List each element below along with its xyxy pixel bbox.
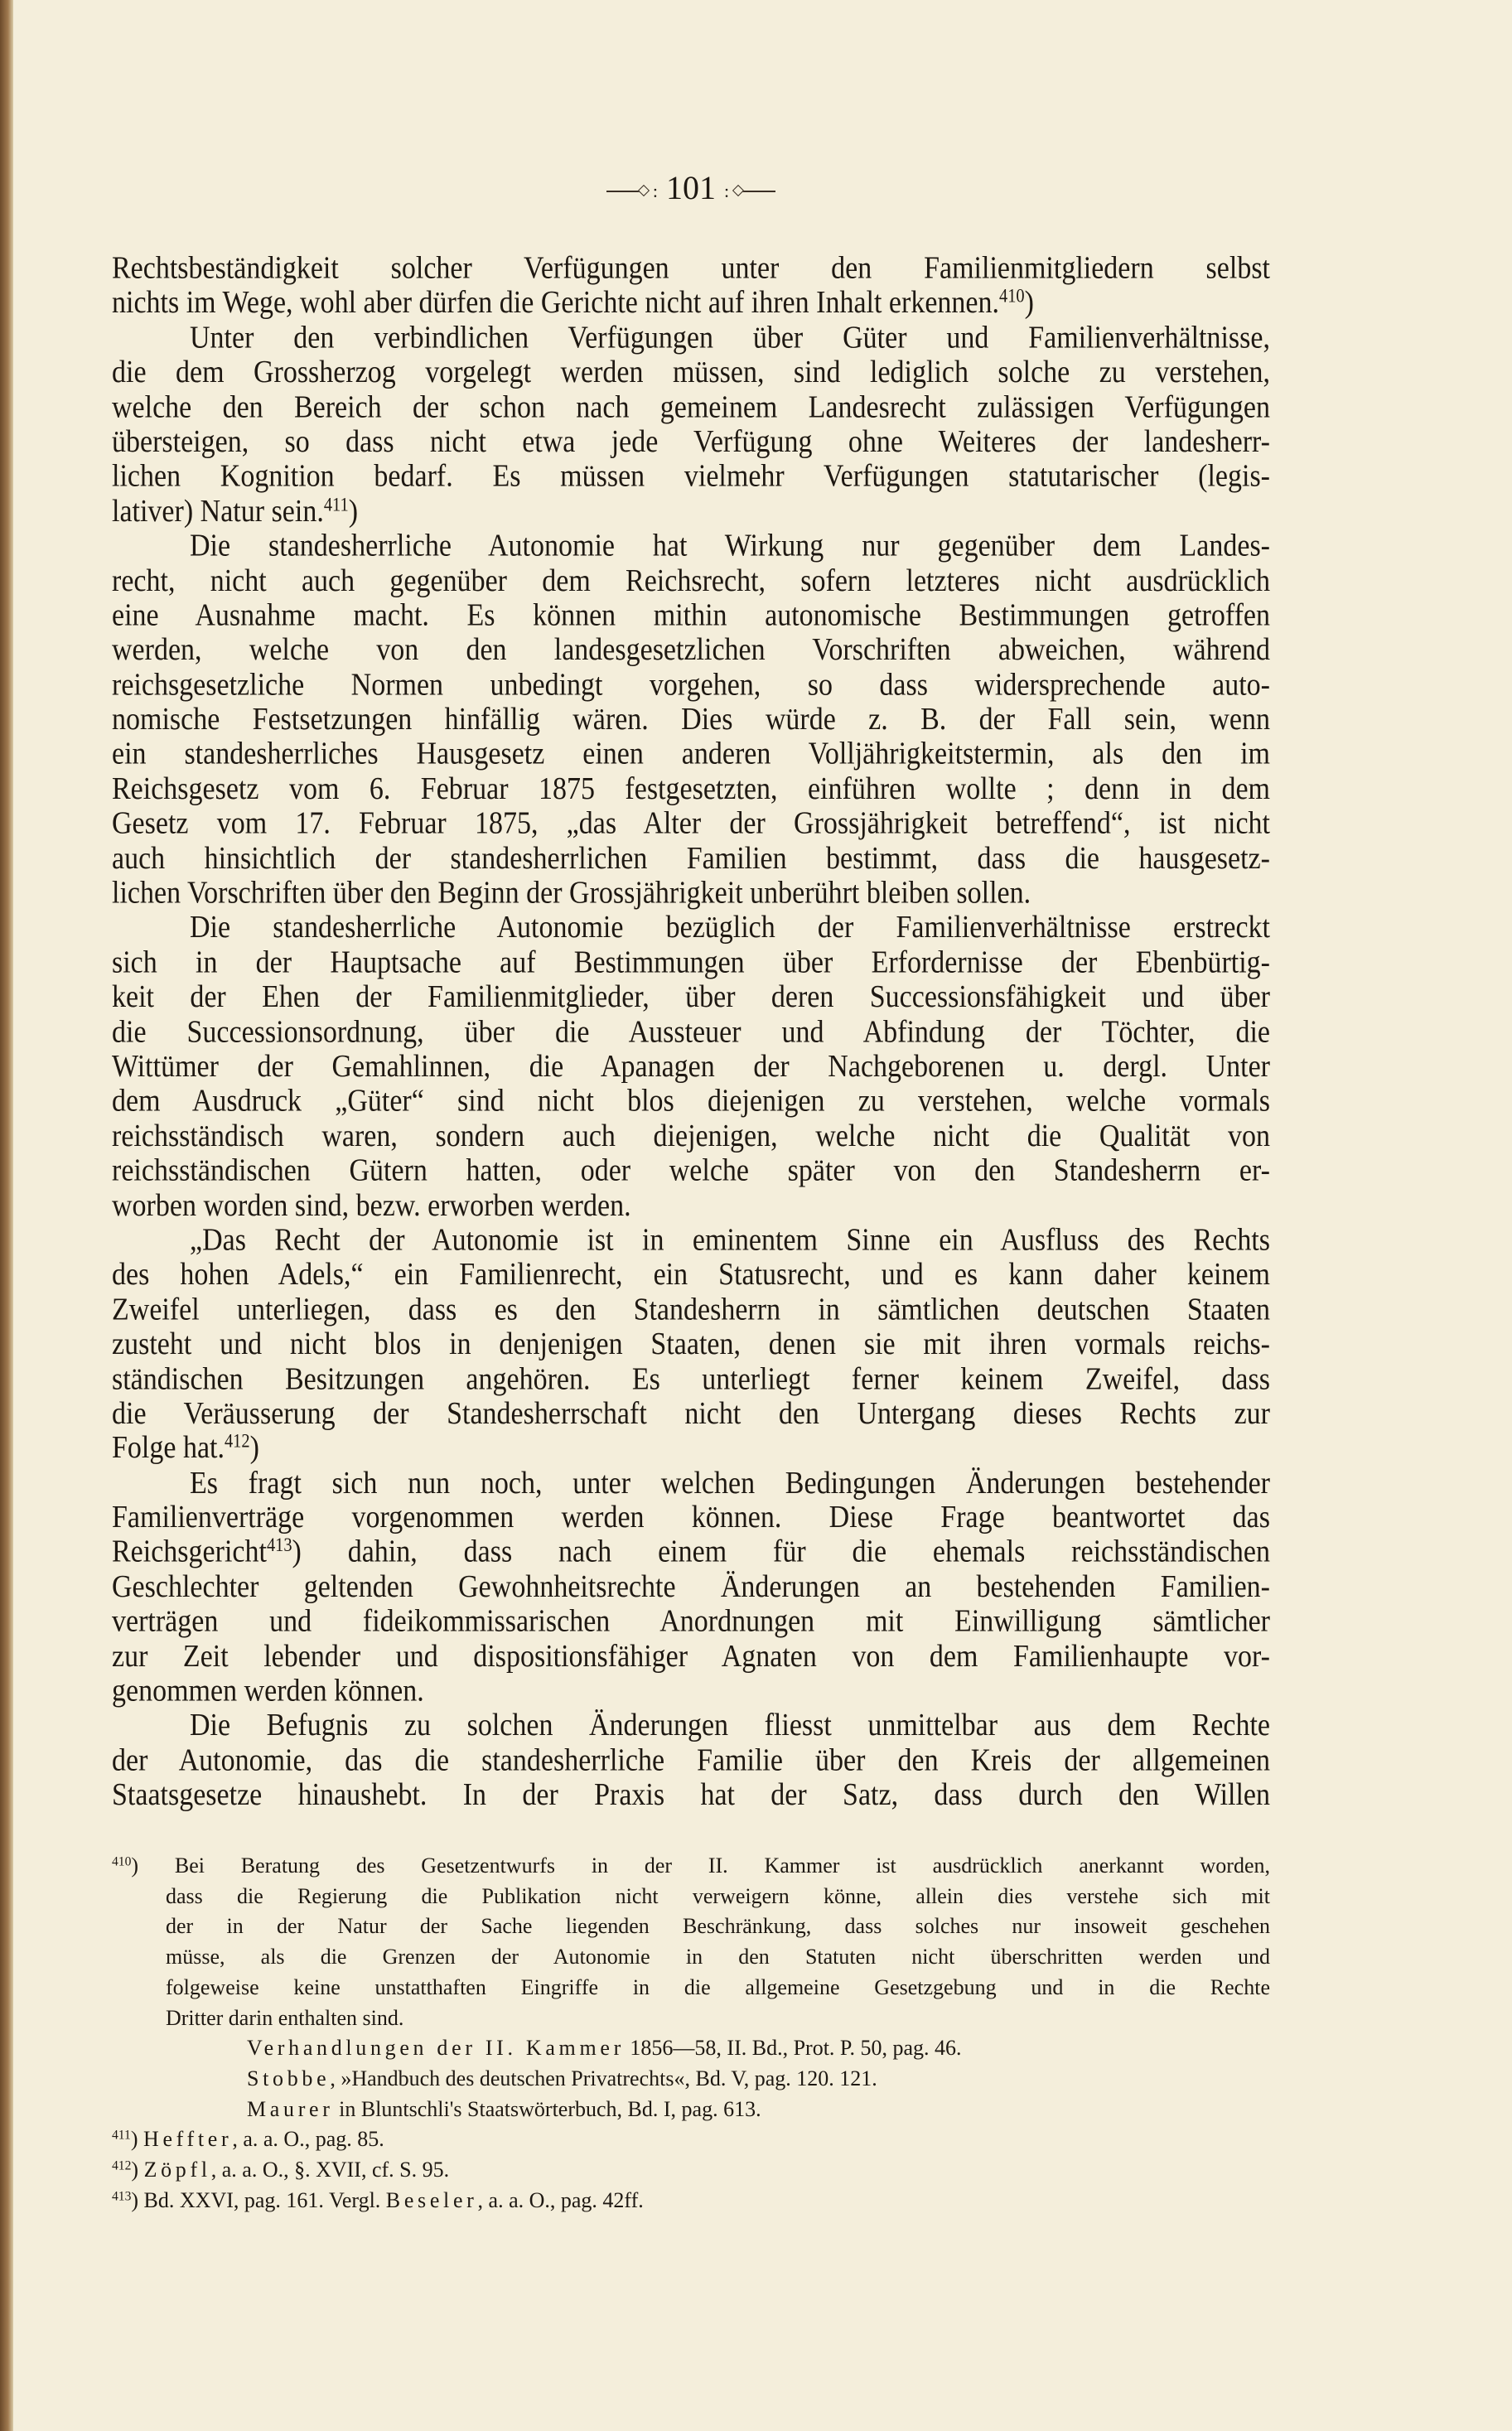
text-line: [112, 249, 1270, 284]
footnote-reference: 412: [224, 1431, 250, 1452]
text-line: [112, 1742, 1270, 1776]
text-segment: „Das Recht der Autonomie ist in eminentem Sinne ein Ausfluss des Rechts: [190, 1222, 1270, 1258]
text-segment: nomische Festsetzungen hinfällig wären. Dies würde z. B. der Fall sein, wenn: [112, 702, 1270, 737]
text-line: [112, 978, 1270, 1013]
text-line: [112, 527, 1270, 562]
text-line: [112, 1672, 1270, 1707]
footnote-citation: [112, 2064, 1270, 2095]
footnotes: [112, 1851, 1270, 2216]
text-segment: nichts im Wege, wohl aber dürfen die Gerichte nicht auf ihren Inhalt erkennen.: [112, 286, 1000, 321]
text-line: [112, 284, 1270, 319]
footnote-reference: 411: [112, 2128, 131, 2143]
text-segment: Es fragt sich nun noch, unter welchen Bedingungen Änderungen bestehender: [190, 1465, 1270, 1501]
footnote-reference: 411: [323, 495, 349, 515]
text-segment: ): [1024, 286, 1034, 321]
footnote-line: [112, 2155, 1270, 2186]
text-line: [112, 1464, 1270, 1499]
author-name: Verhandlungen der II. Kammer: [247, 2036, 625, 2061]
text-segment: , »Handbuch des deutschen Privatrechts«, Bd. V, pag. 120. 121.: [330, 2066, 877, 2090]
text-segment: des hohen Adels,“ ein Familienrecht, ein Statusrecht, und es kann daher keinem: [112, 1257, 1270, 1293]
text-segment: Zweifel unterliegen, dass es den Standesherrn in sämtlichen deutschen Staaten: [112, 1292, 1270, 1327]
text-line: [112, 805, 1270, 839]
footnote-reference: 413: [112, 2189, 132, 2204]
text-line: [112, 839, 1270, 874]
text-segment: dass die Regierung die Publikation nicht verweigern könne, allein dies verstehe sich mit: [166, 1883, 1270, 1908]
text-segment: reichsständisch waren, sondern auch diejenigen, welche nicht die Qualität von: [112, 1119, 1270, 1153]
text-line: [112, 1602, 1270, 1637]
text-line: [112, 944, 1270, 979]
footnote-line: [112, 2186, 1270, 2216]
text-line: [112, 562, 1270, 597]
text-line: [112, 319, 1270, 354]
text-segment: Geschlechter geltenden Gewohnheitsrechte Änderungen an bestehenden Familien-: [112, 1569, 1270, 1605]
text-segment: ): [348, 494, 359, 529]
text-segment: ständischen Besitzungen angehören. Es unterliegt ferner keinem Zweifel, dass: [112, 1361, 1270, 1396]
ornament-colon-icon: :: [652, 180, 658, 201]
text-line: [112, 1082, 1270, 1117]
text-segment: Die standesherrliche Autonomie bezüglich der Familienverhältnisse erstreckt: [190, 910, 1270, 945]
text-segment: ): [131, 2158, 144, 2182]
text-segment: in Bluntschli's Staatswörterbuch, Bd. I, pag. 613.: [333, 2096, 761, 2121]
book-binding-edge: [0, 0, 13, 2431]
text-line: [112, 1047, 1270, 1082]
text-segment: Reichsgesetz vom 6. Februar 1875 festgesetzten, einführen wollte ; denn in dem: [112, 771, 1270, 806]
text-segment: dem Ausdruck „Güter“ sind nicht blos diejenigen zu verstehen, welche vormals: [112, 1084, 1270, 1119]
text-line: [112, 770, 1270, 805]
footnote-reference: 413: [266, 1535, 292, 1557]
text-line: [112, 1707, 1270, 1742]
text-line: [112, 354, 1270, 389]
footnote-citation: [112, 2095, 1270, 2125]
text-segment: keit der Ehen der Familienmitglieder, über deren Successionsfähigkeit und über: [112, 979, 1270, 1015]
page-number: 101: [666, 169, 716, 206]
text-segment: der Autonomie, das die standesherrliche Familie über den Kreis der allgemeinen: [112, 1742, 1270, 1778]
text-segment: Wittümer der Gemahlinnen, die Apanagen der Nachgeborenen u. dergl. Unter: [112, 1049, 1270, 1084]
text-segment: übersteigen, so dass nicht etwa jede Verfügung ohne Weiteres der landesherr-: [112, 424, 1270, 460]
text-line: [112, 597, 1270, 631]
text-segment: welche den Bereich der schon nach gemeinem Landesrecht zulässigen Verfügungen: [112, 389, 1270, 425]
ornament-right-icon: [734, 191, 775, 192]
text-line: [112, 666, 1270, 701]
text-segment: , a. a. O., §. XVII, cf. S. 95.: [210, 2158, 450, 2182]
footnote-line: [112, 1942, 1270, 1973]
text-segment: worben worden sind, bezw. erworben werden.: [112, 1187, 631, 1223]
text-segment: die dem Grossherzog vorgelegt werden müssen, sind lediglich solche zu verstehen,: [112, 355, 1270, 390]
text-line: [112, 1187, 1270, 1221]
text-segment: lichen Vorschriften über den Beginn der Grossjährigkeit unberührt bleiben sollen.: [112, 876, 1031, 911]
footnote-reference: 412: [112, 2158, 132, 2173]
author-name: Maurer: [247, 2096, 334, 2121]
ornament-left-icon: [606, 191, 648, 192]
text-segment: die Veräusserung der Standesherrschaft nicht den Untergang dieses Rechts zur: [112, 1396, 1270, 1431]
text-segment: ) Bd. XXVI, pag. 161. Vergl.: [131, 2187, 386, 2212]
text-segment: verträgen und fideikommissarischen Anordnungen mit Einwilligung sämtlicher: [112, 1604, 1270, 1639]
text-line: [112, 1117, 1270, 1152]
text-segment: Familienverträge vorgenommen werden können. Diese Frage beantwortet das: [112, 1500, 1270, 1535]
text-segment: ) dahin, dass nach einem für die ehemals reichsständischen: [292, 1534, 1270, 1570]
text-segment: Unter den verbindlichen Verfügungen über Güter und Familienverhältnisse,: [190, 320, 1270, 355]
text-line: [112, 1255, 1270, 1293]
text-segment: ): [249, 1431, 259, 1466]
text-segment: genommen werden können.: [112, 1674, 424, 1708]
text-line: [112, 1290, 1270, 1325]
text-segment: recht, nicht auch gegenüber dem Reichsrecht, sofern letzteres nicht ausdrücklich: [112, 563, 1270, 598]
text-line: [112, 909, 1270, 944]
text-segment: sich in der Hauptsache auf Bestimmungen über Erfordernisse der Ebenbürtig-: [112, 945, 1270, 980]
text-line: [112, 1325, 1270, 1360]
author-name: Stobbe: [247, 2066, 331, 2090]
text-segment: ) Bei Beratung des Gesetzentwurfs in der II. Kammer ist ausdrücklich anerkannt worden,: [131, 1853, 1270, 1878]
text-segment: Folge hat.: [112, 1431, 225, 1466]
text-line: [112, 631, 1270, 666]
text-line: [112, 423, 1270, 460]
text-segment: eine Ausnahme macht. Es können mithin autonomische Bestimmungen getroffen: [112, 598, 1270, 633]
text-line: [112, 874, 1270, 909]
text-line: [112, 1394, 1270, 1429]
text-segment: Die Befugnis zu solchen Änderungen fliesst unmittelbar aus dem Rechte: [190, 1708, 1270, 1743]
text-line: [112, 700, 1270, 735]
text-segment: reichsständischen Gütern hatten, oder welche später von den Standesherrn er-: [112, 1153, 1270, 1188]
footnote-line: [112, 1911, 1270, 1942]
text-segment: folgeweise keine unstatthaften Eingriffe in die allgemeine Gesetzgebung und in die Rechte: [166, 1974, 1270, 1999]
footnote-line: [112, 2124, 1270, 2155]
text-segment: lichen Kognition bedarf. Es müssen vielmehr Verfügungen statutarischer (legis-: [112, 459, 1270, 494]
text-segment: der in der Natur der Sache liegenden Beschränkung, dass solches nur insoweit geschehen: [166, 1914, 1270, 1939]
page-header: [0, 166, 1382, 214]
text-segment: Reichsgericht: [112, 1534, 267, 1570]
text-line: [112, 1499, 1270, 1534]
text-segment: werden, welche von den landesgesetzlichen Vorschriften abweichen, während: [112, 632, 1270, 668]
text-line: [112, 1776, 1270, 1811]
text-line: [112, 389, 1270, 423]
text-segment: die Successionsordnung, über die Aussteuer und Abfindung der Töchter, die: [112, 1014, 1270, 1049]
text-line: [112, 1152, 1270, 1187]
text-segment: zur Zeit lebender und dispositionsfähiger Agnaten von dem Familienhaupte vor-: [112, 1639, 1270, 1674]
text-line: [112, 1360, 1270, 1394]
text-segment: reichsgesetzliche Normen unbedingt vorgehen, so dass widersprechende auto-: [112, 667, 1270, 703]
text-line: [112, 1429, 1270, 1464]
text-line: [112, 1533, 1270, 1568]
text-line: [112, 1637, 1270, 1672]
text-segment: ein standesherrliches Hausgesetz einen anderen Volljährigkeitstermin, als den im: [112, 737, 1270, 771]
text-line: [112, 1013, 1270, 1047]
text-line: [112, 492, 1270, 527]
text-segment: lativer) Natur sein.: [112, 494, 324, 529]
text-segment: Rechtsbeständigkeit solcher Verfügungen unter den Familienmitgliedern selbst: [112, 251, 1270, 286]
footnote-line: [112, 2003, 1270, 2034]
text-segment: Staatsgesetze hinaushebt. In der Praxis hat der Satz, dass durch den Willen: [112, 1777, 1270, 1813]
text-segment: , a. a. O., pag. 42ff.: [477, 2187, 644, 2212]
text-segment: Gesetz vom 17. Februar 1875, „das Alter der Grossjährigkeit betreffend“, ist nicht: [112, 806, 1270, 841]
author-name: Heffter: [143, 2127, 233, 2152]
footnote-reference: 410: [999, 286, 1025, 307]
text-segment: 1856—58, II. Bd., Prot. P. 50, pag. 46.: [624, 2036, 962, 2061]
text-segment: , a. a. O., pag. 85.: [232, 2127, 384, 2152]
footnote-reference: 410: [112, 1854, 132, 1869]
author-name: Beseler: [385, 2187, 478, 2212]
footnote-citation: [112, 2033, 1270, 2064]
text-line: [112, 735, 1270, 770]
text-segment: müsse, als die Grenzen der Autonomie in den Statuten nicht überschritten werden und: [166, 1945, 1270, 1969]
footnote-line: [112, 1851, 1270, 1882]
text-segment: auch hinsichtlich der standesherrlichen Familien bestimmt, dass die hausgesetz-: [112, 841, 1270, 876]
footnote-line: [112, 1882, 1270, 1912]
text-line: [112, 1221, 1270, 1256]
footnote-line: [112, 1973, 1270, 2003]
text-segment: Die standesherrliche Autonomie hat Wirkung nur gegenüber dem Landes-: [190, 529, 1270, 563]
text-segment: Dritter darin enthalten sind.: [166, 2005, 404, 2030]
text-line: [112, 457, 1270, 492]
ornament-colon-icon: :: [724, 180, 730, 201]
text-segment: zusteht und nicht blos in denjenigen Staaten, denen sie mit ihren vormals reichs-: [112, 1327, 1270, 1361]
text-line: [112, 1568, 1270, 1605]
body-text: [112, 249, 1270, 1813]
author-name: Zöpfl: [143, 2158, 211, 2182]
text-segment: ): [130, 2127, 143, 2152]
